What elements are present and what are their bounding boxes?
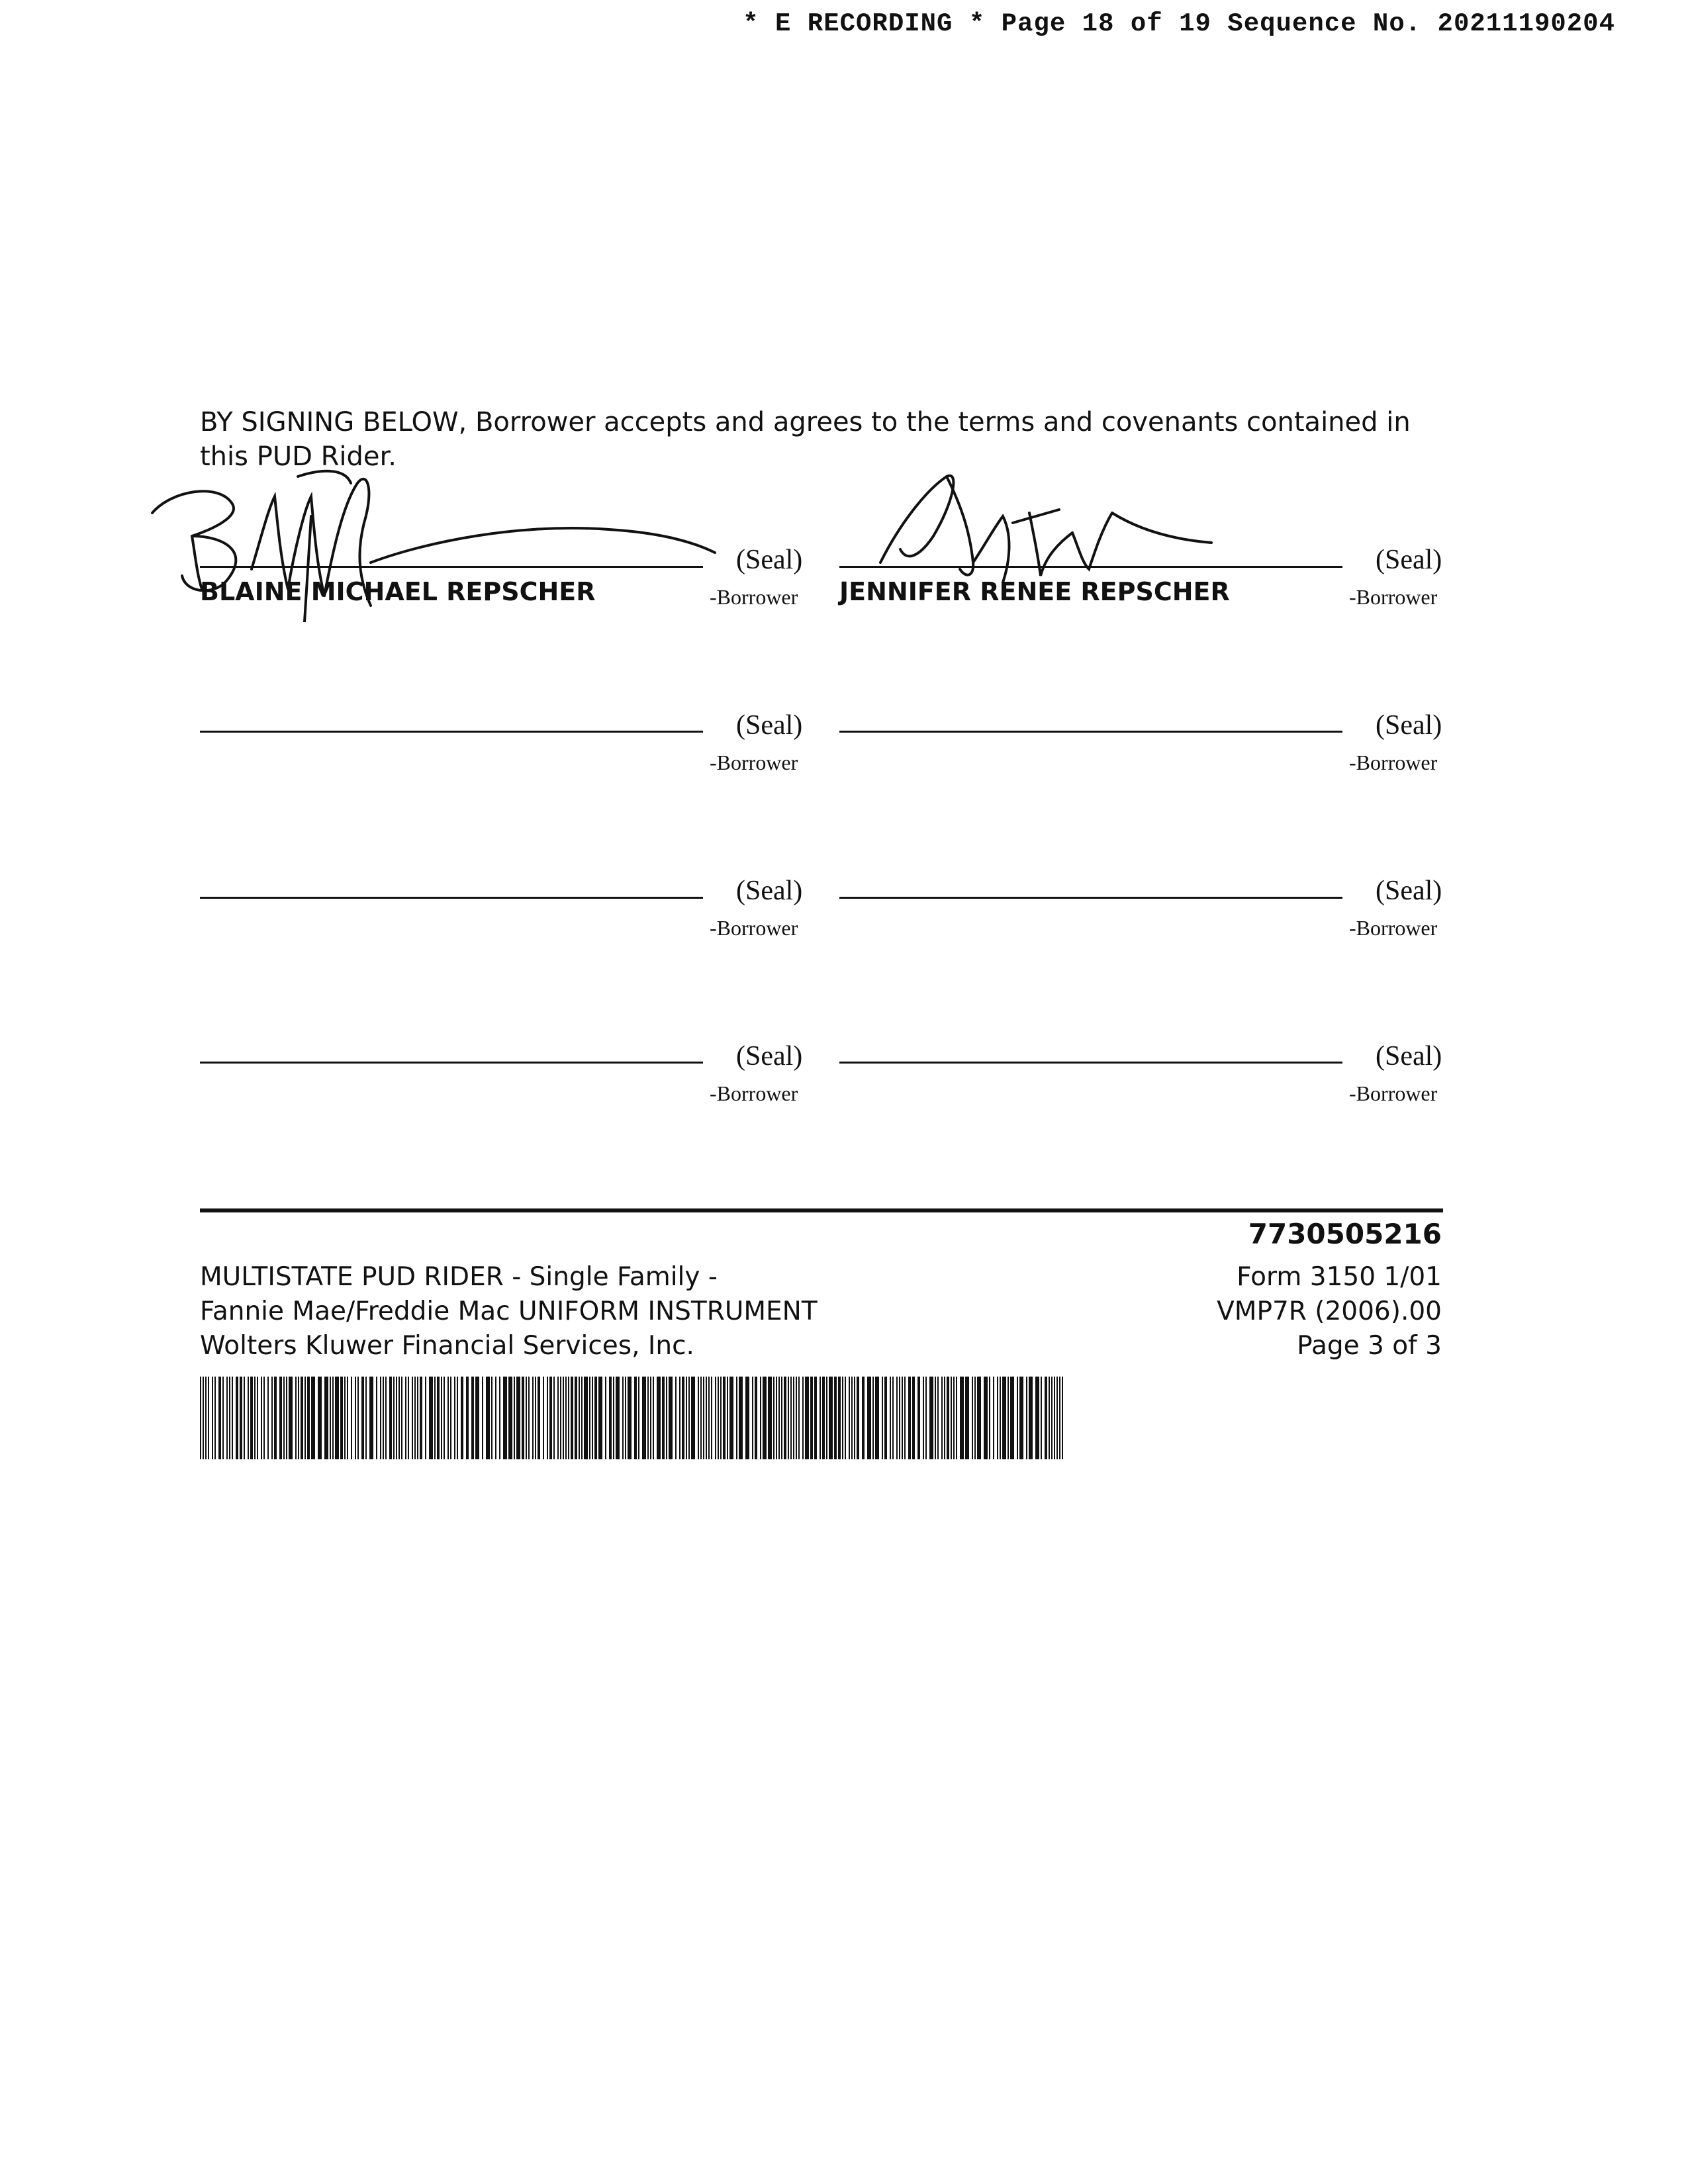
barcode-bar: [720, 1377, 722, 1459]
barcode-bar: [793, 1377, 794, 1459]
barcode-bar: [420, 1377, 422, 1459]
barcode-bar: [575, 1377, 577, 1459]
barcode-bar: [461, 1377, 463, 1459]
barcode-bar: [941, 1377, 943, 1459]
barcode-bar: [798, 1377, 800, 1459]
barcode-bar: [365, 1377, 367, 1459]
barcode-bar: [557, 1377, 559, 1459]
barcode-bar: [682, 1377, 684, 1459]
barcode-bar: [594, 1377, 597, 1459]
barcode-bar: [706, 1377, 707, 1459]
barcode-bar: [589, 1377, 590, 1459]
barcode-bar: [528, 1377, 530, 1459]
barcode-bar: [218, 1377, 221, 1459]
barcode-bar: [254, 1377, 256, 1459]
borrower-label-4: -Borrower: [1349, 751, 1438, 774]
barcode-bar: [944, 1377, 945, 1459]
barcode-bar: [1056, 1377, 1058, 1459]
barcode-bar: [908, 1377, 911, 1459]
barcode-bar: [447, 1377, 449, 1459]
barcode-bar: [516, 1377, 520, 1459]
barcode-bar: [318, 1377, 322, 1459]
barcode-bar: [718, 1377, 719, 1459]
form-title-line-2: Fannie Mae/Freddie Mac UNIFORM INSTRUMENT: [200, 1297, 818, 1326]
barcode-bar: [890, 1377, 891, 1459]
barcode-bar: [935, 1377, 936, 1459]
barcode-bar: [956, 1377, 957, 1459]
form-title-line-3: Wolters Kluwer Financial Services, Inc.: [200, 1331, 694, 1361]
borrower-label-2: -Borrower: [1349, 585, 1438, 609]
barcode-bar: [872, 1377, 874, 1459]
barcode-bar: [305, 1377, 306, 1459]
barcode-bar: [450, 1377, 451, 1459]
barcode-bar: [495, 1377, 496, 1459]
barcode-bar: [805, 1377, 809, 1459]
barcode-bar: [389, 1377, 392, 1459]
barcode-bar: [662, 1377, 665, 1459]
barcode-bar: [414, 1377, 416, 1459]
barcode-bar: [581, 1377, 583, 1459]
barcode-bar: [222, 1377, 224, 1459]
barcode-bar: [454, 1377, 455, 1459]
barcode-bar: [838, 1377, 841, 1459]
barcode-bar: [688, 1377, 690, 1459]
barcode-bar: [875, 1377, 879, 1459]
barcode-bar: [829, 1377, 833, 1459]
barcode-bar: [232, 1377, 233, 1459]
barcode-bar: [951, 1377, 952, 1459]
barcode-bar: [1026, 1377, 1027, 1459]
barcode-bar: [324, 1377, 328, 1459]
barcode-bar: [760, 1377, 761, 1459]
barcode-bar: [298, 1377, 299, 1459]
signature-line-4: [839, 731, 1342, 733]
borrower-label-5: -Borrower: [710, 916, 798, 940]
barcode-bar: [892, 1377, 894, 1459]
barcode-bar: [989, 1377, 990, 1459]
barcode-bar: [274, 1377, 277, 1459]
barcode: [200, 1377, 1067, 1459]
borrower-label-1: -Borrower: [710, 585, 798, 609]
barcode-bar: [203, 1377, 204, 1459]
barcode-bar: [311, 1377, 315, 1459]
barcode-bar: [279, 1377, 282, 1459]
barcode-bar: [711, 1377, 712, 1459]
barcode-bar: [229, 1377, 230, 1459]
seal-label-3: (Seal): [736, 710, 803, 741]
barcode-bar: [984, 1377, 988, 1459]
barcode-bar: [708, 1377, 710, 1459]
form-title-line-1: MULTISTATE PUD RIDER - Single Family -: [200, 1262, 718, 1292]
form-info-block: [1217, 1260, 1442, 1363]
barcode-bar: [778, 1377, 780, 1459]
barcode-bar: [571, 1377, 573, 1459]
barcode-bar: [605, 1377, 606, 1459]
barcode-bar: [283, 1377, 285, 1459]
form-number: Form 3150 1/01: [1237, 1262, 1442, 1292]
barcode-bar: [965, 1377, 969, 1459]
barcode-bar: [752, 1377, 753, 1459]
barcode-bar: [653, 1377, 654, 1459]
barcode-bar: [429, 1377, 433, 1459]
barcode-bar: [727, 1377, 728, 1459]
barcode-bar: [768, 1377, 772, 1459]
barcode-bar: [405, 1377, 406, 1459]
barcode-bar: [781, 1377, 782, 1459]
barcode-bar: [340, 1377, 343, 1459]
barcode-bar: [1062, 1377, 1063, 1459]
barcode-bar: [723, 1377, 726, 1459]
barcode-bar: [1010, 1377, 1014, 1459]
barcode-bar: [434, 1377, 436, 1459]
barcode-bar: [584, 1377, 588, 1459]
barcode-bar: [820, 1377, 821, 1459]
loan-number: 7730505216: [1248, 1218, 1442, 1250]
barcode-bar: [788, 1377, 789, 1459]
barcode-bar: [625, 1377, 626, 1459]
barcode-bar: [307, 1377, 310, 1459]
barcode-bar: [547, 1377, 548, 1459]
barcode-bar: [344, 1377, 346, 1459]
barcode-bar: [457, 1377, 458, 1459]
barcode-bar: [700, 1377, 702, 1459]
seal-label-6: (Seal): [1376, 876, 1442, 906]
barcode-bar: [553, 1377, 555, 1459]
barcode-bar: [784, 1377, 786, 1459]
barcode-bar: [974, 1377, 976, 1459]
barcode-bar: [899, 1377, 900, 1459]
barcode-bar: [526, 1377, 527, 1459]
barcode-bar: [642, 1377, 646, 1459]
barcode-bar: [882, 1377, 883, 1459]
barcode-bar: [332, 1377, 334, 1459]
barcode-bar: [522, 1377, 524, 1459]
barcode-bar: [568, 1377, 569, 1459]
barcode-bar: [953, 1377, 955, 1459]
barcode-bar: [579, 1377, 580, 1459]
barcode-bar: [549, 1377, 552, 1459]
barcode-bar: [240, 1377, 242, 1459]
barcode-bar: [491, 1377, 492, 1459]
barcode-bar: [790, 1377, 792, 1459]
borrower-label-8: -Borrower: [1349, 1081, 1438, 1105]
barcode-bar: [937, 1377, 939, 1459]
barcode-bar: [347, 1377, 348, 1459]
barcode-bar: [925, 1377, 927, 1459]
barcode-bar: [369, 1377, 373, 1459]
barcode-bar: [638, 1377, 639, 1459]
barcode-bar: [1008, 1377, 1009, 1459]
barcode-bar: [295, 1377, 297, 1459]
barcode-bar: [796, 1377, 797, 1459]
borrower-label-3: -Borrower: [710, 751, 798, 774]
barcode-bar: [560, 1377, 561, 1459]
form-title-block: [200, 1260, 818, 1363]
barcode-bar: [466, 1377, 469, 1459]
barcode-bar: [503, 1377, 507, 1459]
signature-line-5: [200, 897, 703, 899]
barcode-bar: [267, 1377, 269, 1459]
barcode-bar: [271, 1377, 273, 1459]
barcode-bar: [441, 1377, 442, 1459]
barcode-bar: [514, 1377, 515, 1459]
barcode-bar: [675, 1377, 677, 1459]
barcode-bar: [1002, 1377, 1006, 1459]
barcode-bar: [565, 1377, 567, 1459]
barcode-bar: [1041, 1377, 1042, 1459]
barcode-bar: [715, 1377, 716, 1459]
barcode-bar: [357, 1377, 359, 1459]
barcode-bar: [902, 1377, 903, 1459]
barcode-bar: [609, 1377, 612, 1459]
barcode-bar: [755, 1377, 757, 1459]
barcode-bar: [543, 1377, 544, 1459]
barcode-bar: [802, 1377, 804, 1459]
barcode-bar: [703, 1377, 704, 1459]
barcode-bar: [482, 1377, 483, 1459]
barcode-bar: [857, 1377, 859, 1459]
barcode-bar: [776, 1377, 777, 1459]
barcode-bar: [849, 1377, 850, 1459]
seal-label-8: (Seal): [1376, 1041, 1442, 1071]
page-number: Page 3 of 3: [1297, 1331, 1442, 1361]
barcode-bar: [212, 1377, 213, 1459]
barcode-bar: [396, 1377, 397, 1459]
barcode-bar: [1045, 1377, 1047, 1459]
barcode-bar: [205, 1377, 207, 1459]
barcode-bar: [947, 1377, 949, 1459]
barcode-bar: [834, 1377, 837, 1459]
borrower-label-6: -Borrower: [1349, 916, 1438, 940]
barcode-bar: [532, 1377, 534, 1459]
barcode-bar: [261, 1377, 262, 1459]
barcode-bar: [616, 1377, 620, 1459]
barcode-bar: [884, 1377, 887, 1459]
barcode-bar: [896, 1377, 898, 1459]
barcode-bar: [1059, 1377, 1060, 1459]
barcode-bar: [376, 1377, 377, 1459]
seal-label-5: (Seal): [736, 876, 803, 906]
barcode-bar: [408, 1377, 409, 1459]
barcode-bar: [244, 1377, 245, 1459]
barcode-bar: [929, 1377, 933, 1459]
barcode-bar: [538, 1377, 540, 1459]
barcode-bar: [634, 1377, 637, 1459]
barcode-bar: [736, 1377, 737, 1459]
barcode-bar: [1017, 1377, 1018, 1459]
signature-line-6: [839, 897, 1342, 899]
barcode-bar: [385, 1377, 387, 1459]
barcode-bar: [691, 1377, 695, 1459]
barcode-bar: [972, 1377, 973, 1459]
barcode-bar: [993, 1377, 994, 1459]
barcode-bar: [997, 1377, 998, 1459]
seal-label-4: (Seal): [1376, 710, 1442, 741]
barcode-bar: [1029, 1377, 1033, 1459]
barcode-bar: [814, 1377, 817, 1459]
barcode-bar: [393, 1377, 395, 1459]
recording-header: * E RECORDING * Page 18 of 19 Sequence No. 20211190204: [743, 9, 1615, 38]
barcode-bar: [923, 1377, 924, 1459]
barcode-bar: [960, 1377, 964, 1459]
barcode-bar: [822, 1377, 825, 1459]
barcode-bar: [1051, 1377, 1053, 1459]
barcode-bar: [845, 1377, 846, 1459]
signing-statement: BY SIGNING BELOW, Borrower accepts and agrees to the terms and covenants contained in this PUD Rider.: [200, 407, 1411, 472]
barcode-bar: [904, 1377, 906, 1459]
seal-label-7: (Seal): [736, 1041, 803, 1071]
barcode-bar: [1019, 1377, 1023, 1459]
barcode-bar: [486, 1377, 490, 1459]
barcode-bar: [854, 1377, 855, 1459]
barcode-bar: [851, 1377, 853, 1459]
barcode-bar: [475, 1377, 479, 1459]
barcode-bar: [286, 1377, 287, 1459]
barcode-bar: [508, 1377, 512, 1459]
barcode-bar: [471, 1377, 474, 1459]
barcode-bar: [355, 1377, 356, 1459]
barcode-bar: [867, 1377, 871, 1459]
barcode-bar: [628, 1377, 632, 1459]
form-version: VMP7R (2006).00: [1217, 1297, 1442, 1326]
barcode-bar: [917, 1377, 920, 1459]
barcode-bar: [380, 1377, 381, 1459]
barcode-bar: [739, 1377, 743, 1459]
seal-label-1: (Seal): [736, 545, 803, 575]
barcode-bar: [248, 1377, 249, 1459]
borrower-label-7: -Borrower: [710, 1081, 798, 1105]
barcode-bar: [592, 1377, 593, 1459]
barcode-bar: [383, 1377, 384, 1459]
barcode-bar: [977, 1377, 981, 1459]
barcode-bar: [679, 1377, 680, 1459]
barcode-bar: [214, 1377, 216, 1459]
barcode-bar: [826, 1377, 827, 1459]
barcode-bar: [647, 1377, 649, 1459]
barcode-bar: [444, 1377, 445, 1459]
barcode-bar: [1035, 1377, 1039, 1459]
barcode-bar: [862, 1377, 865, 1459]
signature-line-2: [839, 566, 1342, 568]
barcode-bar: [226, 1377, 228, 1459]
barcode-bar: [650, 1377, 651, 1459]
barcode-bar: [263, 1377, 265, 1459]
barcode-bar: [361, 1377, 364, 1459]
barcode-bar: [1049, 1377, 1050, 1459]
barcode-bar: [301, 1377, 303, 1459]
signature-line-8: [839, 1062, 1342, 1064]
signature-line-7: [200, 1062, 703, 1064]
barcode-bar: [425, 1377, 426, 1459]
barcode-bar: [330, 1377, 331, 1459]
barcode-bar: [912, 1377, 915, 1459]
barcode-bar: [1000, 1377, 1001, 1459]
barcode-bar: [417, 1377, 418, 1459]
barcode-bar: [401, 1377, 402, 1459]
barcode-bar: [657, 1377, 661, 1459]
barcode-bar: [399, 1377, 400, 1459]
barcode-bar: [208, 1377, 209, 1459]
barcode-bar: [810, 1377, 813, 1459]
barcode-bar: [622, 1377, 624, 1459]
barcode-bar: [745, 1377, 749, 1459]
barcode-bar: [669, 1377, 673, 1459]
barcode-bar: [598, 1377, 602, 1459]
barcode-bar: [729, 1377, 733, 1459]
footer-rule: [200, 1208, 1443, 1212]
signature-line-3: [200, 731, 703, 733]
barcode-bar: [613, 1377, 614, 1459]
barcode-bar: [563, 1377, 564, 1459]
borrower-name-1: BLAINE MICHAEL REPSCHER: [200, 577, 596, 606]
barcode-bar: [763, 1377, 767, 1459]
barcode-bar: [412, 1377, 413, 1459]
seal-label-2: (Seal): [1376, 545, 1442, 575]
barcode-bar: [698, 1377, 699, 1459]
barcode-bar: [250, 1377, 253, 1459]
barcode-bar: [351, 1377, 352, 1459]
barcode-bar: [437, 1377, 440, 1459]
barcode-bar: [686, 1377, 687, 1459]
barcode-bar: [499, 1377, 500, 1459]
barcode-bar: [200, 1377, 201, 1459]
barcode-bar: [1054, 1377, 1055, 1459]
signature-line-1: [200, 566, 703, 568]
borrower-name-2: JENNIFER RENEE REPSCHER: [839, 577, 1230, 606]
barcode-bar: [842, 1377, 843, 1459]
barcode-bar: [236, 1377, 238, 1459]
barcode-bar: [335, 1377, 339, 1459]
barcode-bar: [773, 1377, 774, 1459]
barcode-bar: [257, 1377, 258, 1459]
barcode-bar: [666, 1377, 667, 1459]
barcode-bar: [535, 1377, 536, 1459]
barcode-bar: [289, 1377, 293, 1459]
